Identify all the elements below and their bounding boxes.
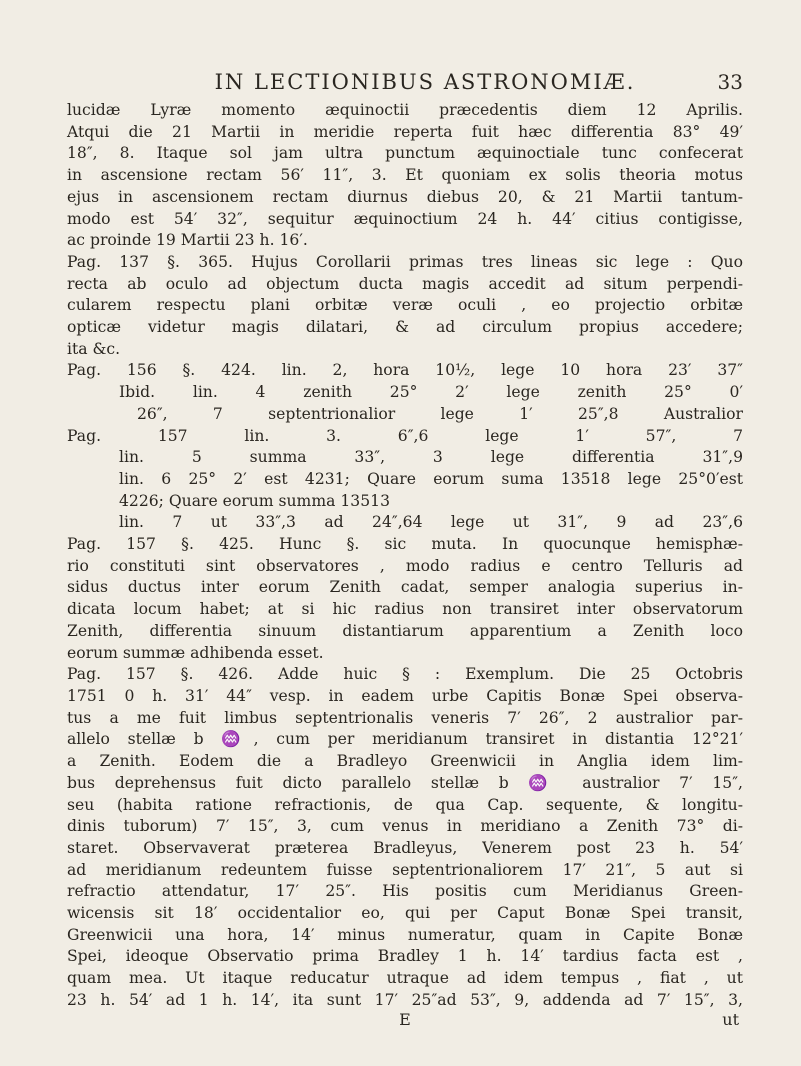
text-line: in ascensione rectam 56′ 11″, 3. Et quoniam ex solis theoria motus — [67, 166, 743, 185]
text-line: ejus in ascensionem rectam diurnus diebus 20, & 21 Martii tantum- — [67, 187, 743, 206]
text-line: 18″, 8. Itaque sol jam ultra punctum æquinoctiale tunc confecerat — [67, 144, 743, 163]
text-line: wicensis sit 18′ occidentalior eo, qui per Caput Bonæ Spei transit, — [67, 904, 743, 923]
text-line: dinis tuborum) 7′ 15″, 3, cum venus in meridiano a Zenith 73° di- — [67, 817, 743, 836]
text-line: lin. 5 summa 33″, 3 lege differentia 31″,9 — [119, 448, 743, 467]
text-line: sidus ductus inter eorum Zenith cadat, semper analogia superius in- — [67, 578, 743, 597]
text-line: Pag. 137 §. 365. Hujus Corollarii primas tres lineas sic lege : Quo — [67, 252, 743, 271]
text-line: ac proinde 19 Martii 23 h. 16′. — [67, 231, 308, 250]
text-line: staret. Observaverat præterea Bradleyus, Venerem post 23 h. 54′ — [67, 838, 743, 857]
page-number: 33 — [717, 70, 743, 94]
text-line: Spei, ideoque Observatio prima Bradley 1 h. 14′ tardius facta est , — [67, 947, 743, 966]
running-head: IN LECTIONIBUS ASTRONOMIÆ. — [214, 70, 636, 94]
text-line: dicata locum habet; at si hic radius non transiret inter observatorum — [67, 600, 743, 619]
text-line: Pag. 157 §. 425. Hunc §. sic muta. In quocunque hemisphæ- — [67, 535, 743, 554]
text-line: Pag. 157 §. 426. Adde huic § : Exemplum. Die 25 Octobris — [67, 665, 743, 684]
text-line: Pag. 156 §. 424. lin. 2, hora 10½, lege 10 hora 23′ 37″ — [67, 361, 743, 380]
text-line: Zenith, differentia sinuum distantiarum apparentium a Zenith loco — [67, 621, 743, 640]
text-line: rio constituti sint observatores , modo radius e centro Telluris ad — [67, 556, 743, 575]
signature-mark: E — [399, 1009, 411, 1029]
text-line: a Zenith. Eodem die a Bradleyo Greenwicii in Anglia idem lim- — [67, 752, 743, 771]
text-line: quam mea. Ut itaque reducatur utraque ad idem tempus , fiat , ut — [67, 969, 743, 988]
text-line: Ibid. lin. 4 zenith 25° 2′ lege zenith 25° 0′ — [119, 383, 743, 402]
text-line: modo est 54′ 32″, sequitur æquinoctium 24 h. 44′ citius contigisse, — [67, 209, 743, 228]
text-line: 23 h. 54′ ad 1 h. 14′, ita sunt 17′ 25″ad 53″, 9, addenda ad 7′ 15″, 3, — [67, 990, 743, 1009]
text-line: Pag. 157 lin. 3. 6″,6 lege 1′ 57″, 7 — [67, 426, 743, 445]
text-line: recta ab oculo ad objectum ducta magis accedit ad situm perpendi- — [67, 274, 743, 293]
text-line: ad meridianum redeuntem fuisse septentrionaliorem 17′ 21″, 5 aut si — [67, 860, 743, 879]
text-line: 4226; Quare eorum summa 13513 — [119, 491, 390, 510]
text-line: lin. 7 ut 33″,3 ad 24″,64 lege ut 31″, 9 ad 23″,6 — [119, 513, 743, 532]
page-header — [67, 70, 743, 100]
text-line: ita &c. — [67, 339, 121, 358]
body-text — [67, 100, 743, 1012]
page-footer — [67, 1010, 743, 1032]
text-line: opticæ videtur magis dilatari, & ad circulum propius accedere; — [67, 318, 743, 337]
text-line: 1751 0 h. 31′ 44″ vesp. in eadem urbe Capitis Bonæ Spei observa- — [67, 686, 743, 705]
text-line: 26″, 7 septentrionalior lege 1′ 25″,8 Australior — [137, 404, 743, 423]
text-line: refractio attendatur, 17′ 25″. His positis cum Meridianus Green- — [67, 882, 743, 901]
catchword: ut — [722, 1009, 739, 1029]
text-line: bus deprehensus fuit dicto parallelo stellæ b ♒ australior 7′ 15″, — [67, 773, 743, 792]
text-line: tus a me fuit limbus septentrionalis veneris 7′ 26″, 2 australior par- — [67, 708, 743, 727]
text-line: seu (habita ratione refractionis, de qua Cap. sequente, & longitu- — [67, 795, 743, 814]
text-line: lin. 6 25° 2′ est 4231; Quare eorum suma 13518 lege 25°0′est — [119, 469, 743, 488]
text-line: allelo stellæ b ♒, cum per meridianum transiret in distantia 12°21′ — [67, 730, 743, 749]
text-line: Greenwicii una hora, 14′ minus numeratur, quam in Capite Bonæ — [67, 925, 743, 944]
text-line: lucidæ Lyræ momento æquinoctii præcedentis diem 12 Aprilis. — [67, 101, 743, 119]
text-line: Atqui die 21 Martii in meridie reperta fuit hæc differentia 83° 49′ — [67, 122, 743, 141]
text-line: eorum summæ adhibenda esset. — [67, 643, 324, 662]
text-line: cularem respectu plani orbitæ veræ oculi , eo projectio orbitæ — [67, 296, 743, 315]
